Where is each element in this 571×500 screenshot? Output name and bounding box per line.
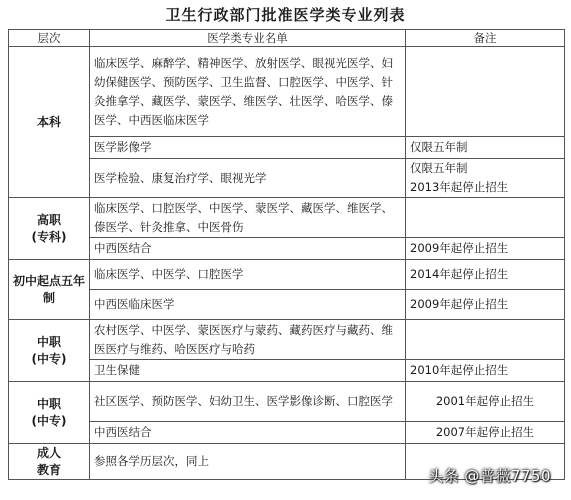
table-row — [9, 238, 565, 260]
note-cell: 2009年起停止招生 — [406, 238, 565, 260]
majors-table — [8, 29, 565, 480]
note-cell: 2010年起停止招生 — [406, 360, 565, 382]
table-header-row — [9, 30, 565, 47]
note-cell — [406, 47, 565, 137]
header-note: 备注 — [406, 30, 565, 47]
note-cell — [406, 198, 565, 238]
majors-cell: 临床医学、口腔医学、中医学、蒙医学、藏医学、维医学、傣医学、针灸推拿、中医骨伤 — [90, 198, 406, 238]
majors-cell: 参照各学历层次，同上 — [90, 444, 406, 480]
watermark: 头条 @普薇7750 — [428, 467, 551, 485]
majors-cell: 中西医结合 — [90, 422, 406, 444]
level-line: 成人 — [36, 445, 61, 460]
level-line: 教育 — [36, 462, 61, 477]
note-line: 2013年起停止招生 — [410, 180, 509, 194]
majors-cell: 农村医学、中医学、蒙医医疗与蒙药、藏药医疗与藏药、维医医疗与维药、哈医医疗与哈药 — [90, 320, 406, 360]
note-cell: 2001年起停止招生 — [406, 382, 565, 422]
table-row — [9, 137, 565, 159]
note-cell: 2014年起停止招生 — [406, 260, 565, 290]
note-cell: 仅限五年制 — [406, 137, 565, 159]
header-level: 层次 — [9, 30, 90, 47]
note-cell — [406, 159, 565, 198]
table-row — [9, 360, 565, 382]
level-cell-vocational — [9, 198, 90, 260]
level-line: (专科) — [31, 229, 67, 244]
level-cell-undergraduate: 本科 — [9, 47, 90, 198]
table-row — [9, 47, 565, 137]
level-cell-adult — [9, 444, 90, 480]
table-row — [9, 198, 565, 238]
table-row — [9, 260, 565, 290]
table-row — [9, 290, 565, 320]
majors-cell: 医学影像学 — [90, 137, 406, 159]
table-row — [9, 382, 565, 422]
note-line: 仅限五年制 — [410, 161, 468, 175]
note-cell — [406, 320, 565, 360]
majors-cell: 临床医学、麻醉学、精神医学、放射医学、眼视光医学、妇幼保健医学、预防医学、卫生监督、口腔医学、中医学、针灸推拿学、藏医学、蒙医学、维医学、壮医学、哈医学、傣医学、中西医临床医学 — [90, 47, 406, 137]
table-row — [9, 422, 565, 444]
table-row — [9, 159, 565, 198]
level-cell-secondary — [9, 320, 90, 382]
majors-cell: 临床医学、中医学、口腔医学 — [90, 260, 406, 290]
majors-cell: 卫生保健 — [90, 360, 406, 382]
level-cell-secondary — [9, 382, 90, 444]
level-line: (中专) — [31, 351, 67, 366]
level-cell-five-year: 初中起点五年制 — [9, 260, 90, 320]
majors-cell: 医学检验、康复治疗学、眼视光学 — [90, 159, 406, 198]
majors-cell: 中西医临床医学 — [90, 290, 406, 320]
level-line: 中职 — [36, 334, 61, 349]
table-row — [9, 320, 565, 360]
level-line: (中专) — [31, 413, 67, 428]
level-line: 高职 — [36, 212, 61, 227]
header-majors: 医学类专业名单 — [90, 30, 406, 47]
majors-cell: 中西医结合 — [90, 238, 406, 260]
page-title: 卫生行政部门批准医学类专业列表 — [165, 6, 406, 24]
note-cell: 2009年起停止招生 — [406, 290, 565, 320]
note-cell: 2007年起停止招生 — [406, 422, 565, 444]
level-line: 中职 — [36, 396, 61, 411]
majors-cell: 社区医学、预防医学、妇幼卫生、医学影像诊断、口腔医学 — [90, 382, 406, 422]
